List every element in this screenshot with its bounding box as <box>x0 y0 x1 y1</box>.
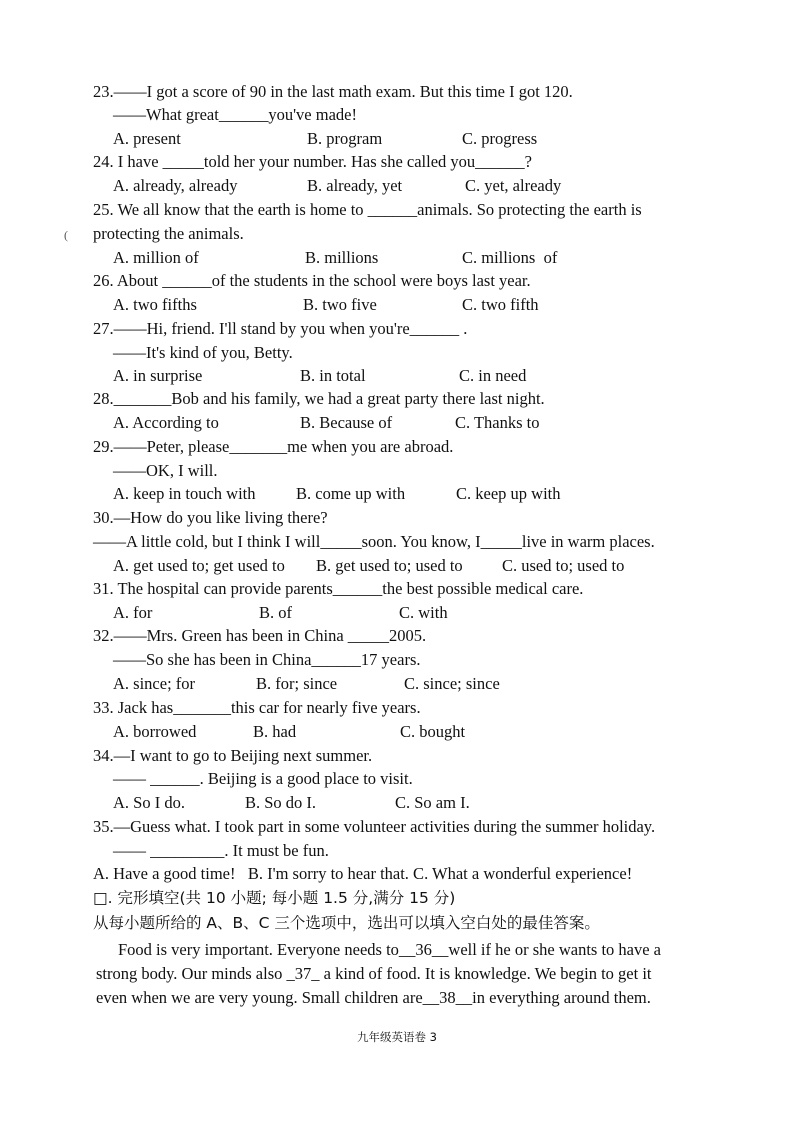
question-30-reply: ——A little cold, but I think I will_____soon. You know, I_____live in warm places. <box>93 532 655 551</box>
question-26-stem: 26. About ______of the students in the school were boys last year. <box>93 271 531 290</box>
question-26-option-b: B. two five <box>303 295 377 314</box>
section-instruction: 从每小题所给的 A、B、C 三个选项中，选出可以填入空白处的最佳答案。 <box>93 914 600 932</box>
question-34-option-b: B. So do I. <box>245 793 317 812</box>
question-30-option-c: C. used to; used to <box>502 556 625 575</box>
section-heading: □. 完形填空(共 10 小题; 每小题 1.5 分,满分 15 分) <box>93 889 456 907</box>
question-25-option-a: A. million of <box>113 248 199 267</box>
question-25-option-b: B. millions <box>305 248 379 267</box>
question-23-option-a: A. present <box>113 129 181 148</box>
question-34-stem: 34.—I want to go to Beijing next summer. <box>93 746 373 765</box>
question-31-stem: 31. The hospital can provide parents______the best possible medical care. <box>93 579 584 598</box>
question-28-option-c: C. Thanks to <box>455 413 540 432</box>
question-24-option-c: C. yet, already <box>465 176 562 195</box>
question-35-reply: —— _________. It must be fun. <box>113 841 329 860</box>
question-31-option-a: A. for <box>113 603 153 622</box>
margin-mark: ( <box>64 228 68 242</box>
question-29-reply: ——OK, I will. <box>113 461 218 480</box>
question-30-option-b: B. get used to; used to <box>316 556 463 575</box>
passage-line-3: even when we are very young. Small children are__38__in everything around them. <box>96 988 651 1007</box>
question-32-stem: 32.——Mrs. Green has been in China _____2005. <box>93 626 427 645</box>
question-27-stem: 27.——Hi, friend. I'll stand by you when you're______ . <box>93 319 468 338</box>
question-29-stem: 29.——Peter, please_______me when you are abroad. <box>93 437 454 456</box>
question-32-option-b: B. for; since <box>256 674 338 693</box>
question-35-options: A. Have a good time! B. I'm sorry to hear that. C. What a wonderful experience! <box>93 864 633 883</box>
question-29-option-b: B. come up with <box>296 484 406 503</box>
question-25-option-c: C. millions of <box>462 248 558 267</box>
question-34-reply: —— ______. Beijing is a good place to visit. <box>113 769 413 788</box>
question-34-option-a: A. So I do. <box>113 793 185 812</box>
question-31-option-c: C. with <box>399 603 448 622</box>
question-24-option-a: A. already, already <box>113 176 238 195</box>
question-28-option-a: A. According to <box>113 413 219 432</box>
question-24-stem: 24. I have _____told her your number. Has she called you______? <box>93 152 532 171</box>
question-23-stem: 23.——I got a score of 90 in the last math exam. But this time I got 120. <box>93 82 573 101</box>
question-30-option-a: A. get used to; get used to <box>113 556 285 575</box>
question-23-option-c: C. progress <box>462 129 538 148</box>
question-30-stem: 30.—How do you like living there? <box>93 508 328 527</box>
question-26-option-c: C. two fifth <box>462 295 539 314</box>
question-27-option-a: A. in surprise <box>113 366 203 385</box>
question-33-option-b: B. had <box>253 722 297 741</box>
question-32-option-a: A. since; for <box>113 674 196 693</box>
question-28-stem: 28._______Bob and his family, we had a great party there last night. <box>93 389 545 408</box>
question-25-continuation: protecting the animals. <box>93 224 244 243</box>
question-33-stem: 33. Jack has_______this car for nearly five years. <box>93 698 421 717</box>
question-27-reply: ——It's kind of you, Betty. <box>113 343 293 362</box>
question-33-option-a: A. borrowed <box>113 722 197 741</box>
question-25-stem: 25. We all know that the earth is home to ______animals. So protecting the earth is <box>93 200 642 219</box>
question-27-option-b: B. in total <box>300 366 366 385</box>
question-27-option-c: C. in need <box>459 366 527 385</box>
question-29-option-c: C. keep up with <box>456 484 561 503</box>
question-23-reply: ——What great______you've made! <box>113 105 357 124</box>
question-31-option-b: B. of <box>259 603 292 622</box>
page-footer: 九年级英语卷 3 <box>357 1030 437 1044</box>
passage-line-2: strong body. Our minds also _37_ a kind of food. It is knowledge. We begin to get it <box>96 964 652 983</box>
question-33-option-c: C. bought <box>400 722 466 741</box>
question-32-option-c: C. since; since <box>404 674 500 693</box>
passage-line-1: Food is very important. Everyone needs to__36__well if he or she wants to have a <box>118 940 662 959</box>
question-34-option-c: C. So am I. <box>395 793 470 812</box>
question-24-option-b: B. already, yet <box>307 176 403 195</box>
question-23-option-b: B. program <box>307 129 383 148</box>
question-32-reply: ——So she has been in China______17 years. <box>113 650 421 669</box>
question-26-option-a: A. two fifths <box>113 295 197 314</box>
question-28-option-b: B. Because of <box>300 413 393 432</box>
question-29-option-a: A. keep in touch with <box>113 484 256 503</box>
question-35-stem: 35.—Guess what. I took part in some volunteer activities during the summer holiday. <box>93 817 656 836</box>
